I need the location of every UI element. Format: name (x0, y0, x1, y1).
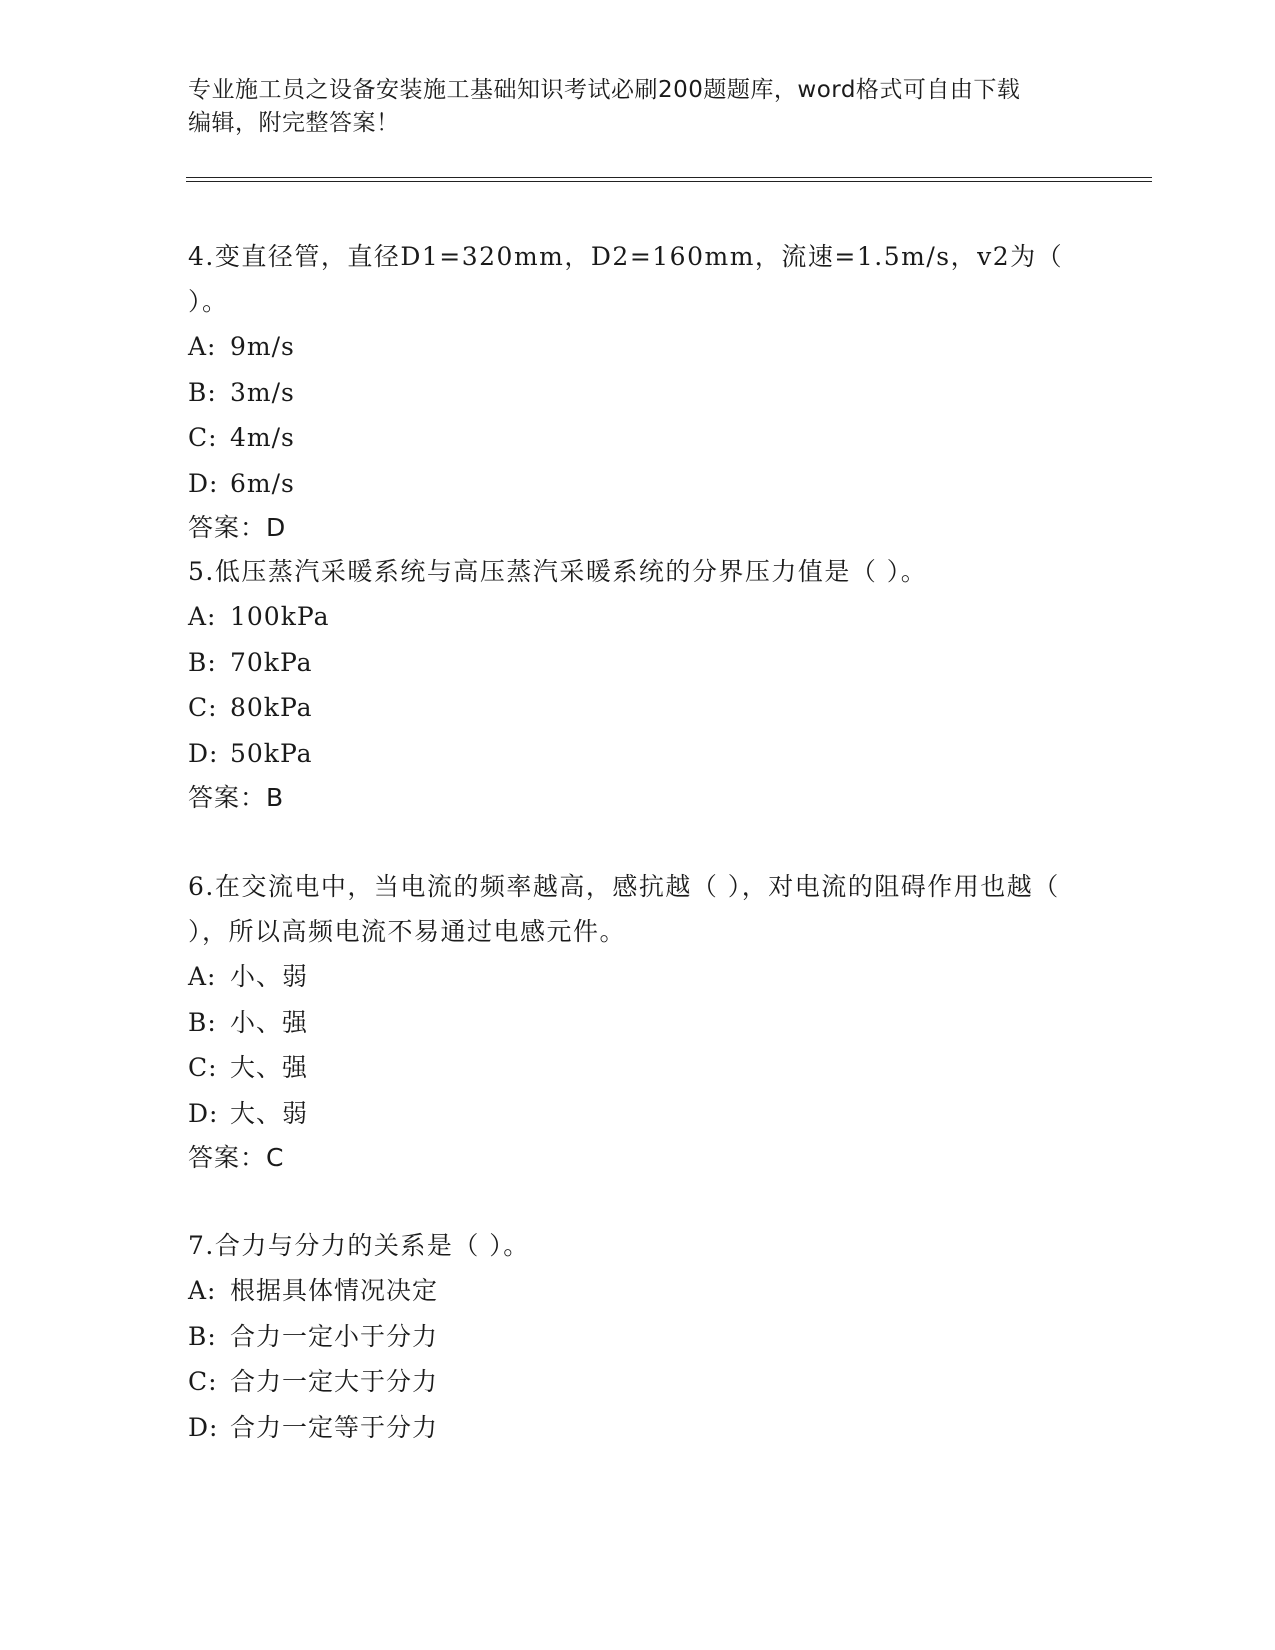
option-text: 大、弱 (230, 1098, 309, 1128)
option-text: 小、强 (230, 1007, 309, 1037)
option-key: A: (188, 332, 217, 361)
option-c (188, 415, 1088, 461)
option-a (188, 1268, 1088, 1314)
option-c (188, 1045, 1088, 1091)
option-b (188, 370, 1088, 416)
option-key: B: (188, 377, 217, 407)
header-line-2: 编辑，附完整答案！ (188, 110, 400, 136)
option-key: A: (188, 962, 217, 991)
option-key: B: (188, 1007, 217, 1037)
option-key: A: (188, 1276, 217, 1305)
option-key: C: (188, 1367, 218, 1396)
option-d (188, 1405, 1088, 1451)
option-text: 50kPa (230, 738, 313, 768)
option-text: 大、强 (230, 1053, 309, 1082)
option-b (188, 1000, 1088, 1046)
question-stem: 6.在交流电中，当电流的频率越高，感抗越（ ），对电流的阻碍作用也越（ ），所以高频电流不易通过电感元件。 (188, 872, 1060, 946)
option-text: 80kPa (230, 693, 313, 722)
question-7 (188, 1223, 1088, 1450)
header-divider-top (186, 177, 1152, 178)
header-line-1: 专业施工员之设备安装施工基础知识考试必刷200题题库，word格式可自由下载 (188, 77, 1021, 103)
header-divider-bottom (186, 181, 1152, 182)
answer-line: 答案：C (188, 1143, 285, 1172)
option-text: 合力一定小于分力 (230, 1321, 439, 1351)
option-text: 6m/s (230, 468, 295, 498)
option-c (188, 685, 1088, 731)
option-d (188, 731, 1088, 777)
option-text: 合力一定大于分力 (230, 1367, 439, 1396)
option-text: 合力一定等于分力 (230, 1412, 439, 1442)
option-text: 小、弱 (230, 962, 309, 991)
answer-line: 答案：D (188, 513, 287, 542)
question-5 (188, 549, 1088, 820)
option-key: C: (188, 1053, 218, 1082)
option-key: D: (188, 468, 219, 498)
question-stem: 5.低压蒸汽采暖系统与高压蒸汽采暖系统的分界压力值是（ ）。 (188, 557, 928, 586)
option-b (188, 1314, 1088, 1360)
question-6 (188, 864, 1088, 1180)
option-text: 根据具体情况决定 (230, 1276, 439, 1305)
option-key: D: (188, 1412, 219, 1442)
option-key: C: (188, 423, 218, 452)
option-a (188, 324, 1088, 370)
option-a (188, 954, 1088, 1000)
answer-line: 答案：B (188, 783, 285, 812)
option-key: D: (188, 738, 219, 768)
option-d (188, 1091, 1088, 1137)
option-key: B: (188, 1321, 217, 1351)
question-stem: 4.变直径管，直径D1=320mm，D2=160mm，流速=1.5m/s，v2为（ ）。 (188, 242, 1064, 316)
option-b (188, 640, 1088, 686)
option-text: 9m/s (230, 332, 295, 361)
option-key: A: (188, 602, 217, 631)
option-text: 3m/s (230, 377, 295, 407)
question-stem: 7.合力与分力的关系是（ ）。 (188, 1231, 530, 1260)
option-text: 4m/s (230, 423, 295, 452)
option-key: C: (188, 693, 218, 722)
option-a (188, 594, 1088, 640)
option-key: D: (188, 1098, 219, 1128)
option-c (188, 1359, 1088, 1405)
option-d (188, 461, 1088, 507)
option-key: B: (188, 647, 217, 677)
question-4 (188, 234, 1088, 550)
option-text: 100kPa (230, 602, 330, 631)
option-text: 70kPa (230, 647, 313, 677)
document-header (188, 74, 1088, 140)
